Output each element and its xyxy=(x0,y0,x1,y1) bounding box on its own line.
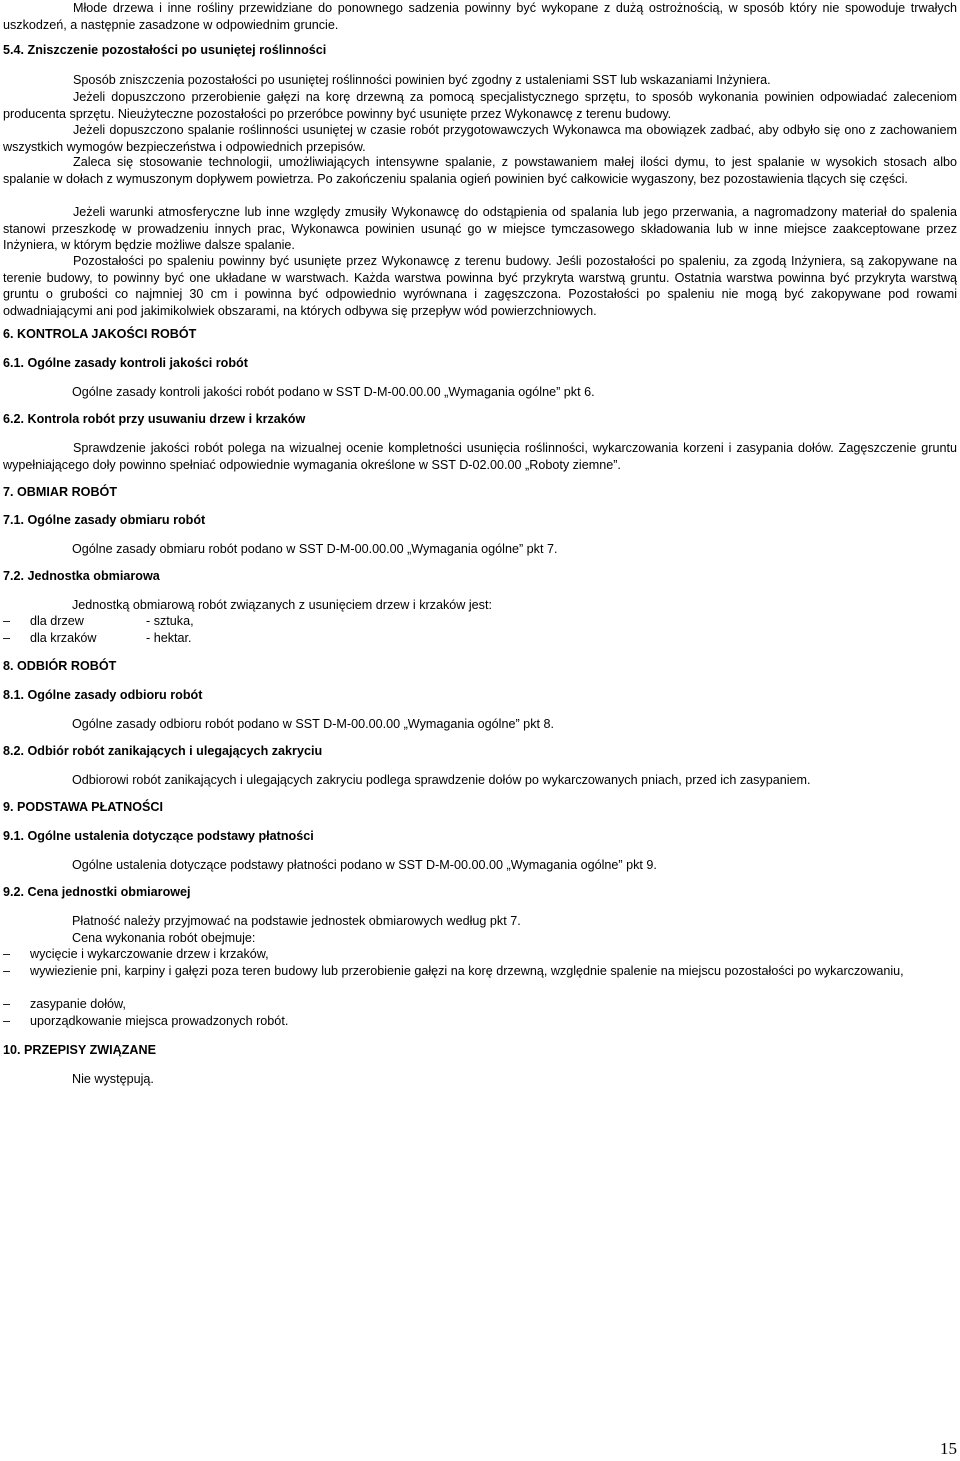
list-item-text: uporządkowanie miejsca prowadzonych robót. xyxy=(30,1014,289,1028)
list-item-name: dla drzew xyxy=(30,614,84,628)
list-marker: – xyxy=(3,947,11,961)
section-7-heading: 7. OBMIAR ROBÓT xyxy=(3,485,118,499)
section-9-heading: 9. PODSTAWA PŁATNOŚCI xyxy=(3,800,163,814)
section-8-2-heading: 8.2. Odbiór robót zanikających i ulegających zakryciu xyxy=(3,744,323,758)
section-10-text: Nie występują. xyxy=(72,1072,154,1086)
list-marker: – xyxy=(3,614,11,628)
list-marker: – xyxy=(3,964,11,978)
section-5-4-paragraph-2: Jeżeli dopuszczono przerobienie gałęzi na korę drzewną za pomocą specjalistycznego sprzętu, to sposób wykonania powinien odpowiadać zaleceniom producenta sprzętu. Nieużyteczne pozostałości po przeróbce powinny być usunięte przez Wykonawcę z terenu budowy. xyxy=(3,90,957,121)
section-6-1-heading: 6.1. Ogólne zasady kontroli jakości robót xyxy=(3,356,248,370)
section-5-4-heading: 5.4. Zniszczenie pozostałości po usuniętej roślinności xyxy=(3,43,327,57)
section-9-2-text-1: Płatność należy przyjmować na podstawie jednostek obmiarowych według pkt 7. xyxy=(72,914,521,928)
section-5-4-paragraph-6: Pozostałości po spaleniu powinny być usunięte przez Wykonawcę z terenu budowy. Jeśli pozostałości po spaleniu, za zgodą Inżyniera, są zakopywane na terenie budowy, to powinny być one układane w warstwach. Każda warstwa powinna być przykryta warstwą gruntu. Ostatnia warstwa powinna być przykryta warstwą gruntu o grubości co najmniej 30 cm i powinna być odpowiednio wyrównana i zagęszczona. Pozostałości po spaleniu nie mogą być zakopywane pod rowami odwadniającymi ani pod jakimikolwiek obszarami, na których odbywa się przepływ wód powierzchniowych. xyxy=(3,254,957,318)
list-marker: – xyxy=(3,631,11,645)
section-5-4-paragraph-5: Jeżeli warunki atmosferyczne lub inne względy zmusiły Wykonawcę do odstąpienia od spalania lub jego przerwania, a nagromadzony materiał do spalenia stanowi przeszkodę w prowadzeniu innych prac, Wykonawca powinien usunąć go w miejsce tymczasowego składowania lub w inne miejsce zaakceptowane przez Inżyniera, w którym będzie możliwe dalsze spalanie. xyxy=(3,205,957,252)
section-6-1-text: Ogólne zasady kontroli jakości robót podano w SST D-M-00.00.00 „Wymagania ogólne” pkt 6. xyxy=(72,385,595,399)
section-5-4-paragraph-1: Sposób zniszczenia pozostałości po usuniętej roślinności powinien być zgodny z ustaleniami SST lub wskazaniami Inżyniera. xyxy=(73,73,771,87)
section-5-4-paragraph-3: Jeżeli dopuszczono spalanie roślinności usuniętej w czasie robót przygotowawczych Wykonawca ma obowiązek zadbać, aby odbyło się ono z zachowaniem wszystkich wymogów bezpieczeństwa i odpowiednich przepisów. xyxy=(3,123,957,154)
section-7-2-text: Jednostką obmiarową robót związanych z usunięciem drzew i krzaków jest: xyxy=(72,598,492,612)
section-9-1-text: Ogólne ustalenia dotyczące podstawy płatności podano w SST D-M-00.00.00 „Wymagania ogólne” pkt 9. xyxy=(72,858,657,872)
section-9-2-heading: 9.2. Cena jednostki obmiarowej xyxy=(3,885,191,899)
list-item-text: wywiezienie pni, karpiny i gałęzi poza teren budowy lub przerobienie gałęzi na korę drzewną, względnie spalenie na miejscu pozostałości po wykarczowaniu, xyxy=(30,964,904,978)
list-item xyxy=(3,1013,957,1030)
section-8-heading: 8. ODBIÓR ROBÓT xyxy=(3,659,117,673)
section-7-1-heading: 7.1. Ogólne zasady obmiaru robót xyxy=(3,513,206,527)
section-8-1-text: Ogólne zasady odbioru robót podano w SST D-M-00.00.00 „Wymagania ogólne” pkt 8. xyxy=(72,717,554,731)
section-7-1-text: Ogólne zasady obmiaru robót podano w SST D-M-00.00.00 „Wymagania ogólne” pkt 7. xyxy=(72,542,558,556)
section-6-2-text: Sprawdzenie jakości robót polega na wizualnej ocenie kompletności usunięcia roślinności, wykarczowania korzeni i zasypania dołów. Zagęszczenie gruntu wypełniającego doły powinno spełniać odpowiednie wymagania określone w SST D-02.00.00 „Roboty ziemne”. xyxy=(3,441,957,472)
section-9-1-heading: 9.1. Ogólne ustalenia dotyczące podstawy płatności xyxy=(3,829,314,843)
section-8-2-text: Odbiorowi robót zanikających i ulegających zakryciu podlega sprawdzenie dołów po wykarczowanych pniach, przed ich zasypaniem. xyxy=(72,773,811,787)
list-marker: – xyxy=(3,1014,11,1028)
list-item xyxy=(3,946,957,963)
intro-paragraph: Młode drzewa i inne rośliny przewidziane do ponownego sadzenia powinny być wykopane z dużą ostrożnością, w sposób który nie spowoduje trwałych uszkodzeń, a następnie zasadzone w odpowiednim gruncie. xyxy=(3,1,957,32)
section-6-2-heading: 6.2. Kontrola robót przy usuwaniu drzew i krzaków xyxy=(3,412,306,426)
list-item-text: zasypanie dołów, xyxy=(30,997,126,1011)
list-item-name: dla krzaków xyxy=(30,631,97,645)
list-item xyxy=(3,963,957,980)
section-10-heading: 10. PRZEPISY ZWIĄZANE xyxy=(3,1043,157,1057)
section-8-1-heading: 8.1. Ogólne zasady odbioru robót xyxy=(3,688,203,702)
page-number: 15 xyxy=(940,1439,957,1458)
section-6-heading: 6. KONTROLA JAKOŚCI ROBÓT xyxy=(3,327,197,341)
list-item xyxy=(3,613,194,630)
section-7-2-heading: 7.2. Jednostka obmiarowa xyxy=(3,569,160,583)
list-item-unit: - sztuka, xyxy=(146,614,194,628)
list-item xyxy=(3,630,192,647)
list-item xyxy=(3,996,957,1013)
list-marker: – xyxy=(3,997,11,1011)
list-item-unit: - hektar. xyxy=(146,631,192,645)
section-5-4-paragraph-4: Zaleca się stosowanie technologii, umożliwiających intensywne spalanie, z powstawaniem małej ilości dymu, to jest spalanie w wysokich stosach albo spalanie w dołach z wymuszonym dopływem powietrza. Po zakończeniu spalania ogień powinien być całkowicie wygaszony, bez pozostawienia tlących się części. xyxy=(3,155,957,186)
section-9-2-text-2: Cena wykonania robót obejmuje: xyxy=(72,931,256,945)
list-item-text: wycięcie i wykarczowanie drzew i krzaków, xyxy=(30,947,269,961)
